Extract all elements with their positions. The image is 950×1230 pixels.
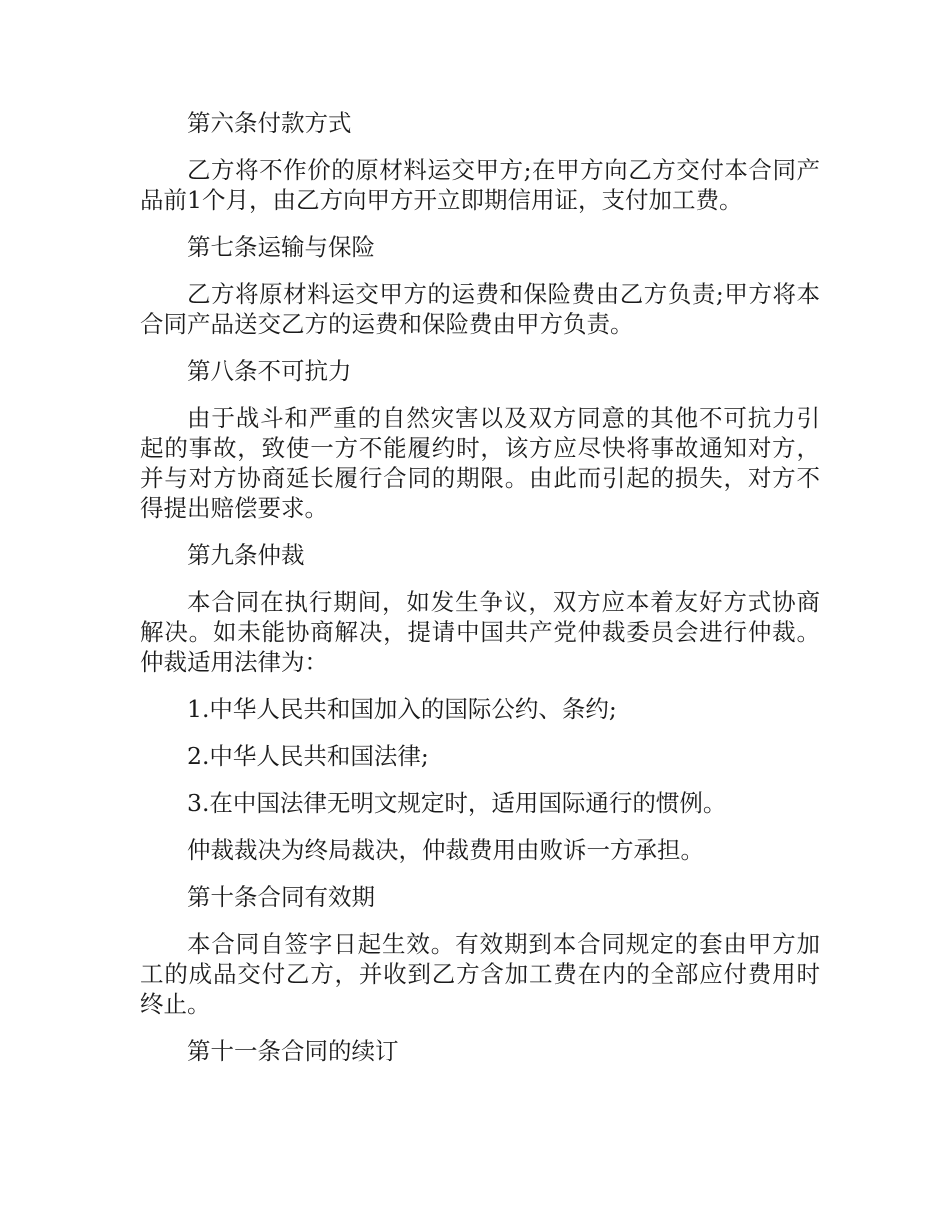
article-7-title: 第七条运输与保险 [187, 233, 375, 261]
article-11-title: 第十一条合同的续订 [187, 1037, 399, 1065]
article-7-body: 乙方将原材料运交甲方的运费和保险费由乙方负责;甲方将本合同产品送交乙方的运费和保险费由甲方负责。 [140, 280, 820, 338]
article-9-item-3: 3.在中国法律无明文规定时，适用国际通行的惯例。 [187, 789, 727, 817]
article-10-title: 第十条合同有效期 [187, 883, 375, 911]
article-8-body: 由于战斗和严重的自然灾害以及双方同意的其他不可抗力引起的事故，致使一方不能履约时，该方应尽快将事故通知对方，并与对方协商延长履行合同的期限。由此而引起的损失，对方不得提出赔偿要求。 [140, 404, 820, 522]
document-page [140, 108, 820, 1083]
article-9-body: 本合同在执行期间，如发生争议，双方应本着友好方式协商解决。如未能协商解决，提请中国共产党仲裁委员会进行仲裁。仲裁适用法律为： [140, 588, 820, 676]
article-9-item-2: 2.中华人民共和国法律; [187, 742, 429, 770]
article-9-title: 第九条仲裁 [187, 541, 305, 569]
article-6-body: 乙方将不作价的原材料运交甲方;在甲方向乙方交付本合同产品前1个月，由乙方向甲方开立即期信用证，支付加工费。 [140, 156, 820, 214]
article-10-body: 本合同自签字日起生效。有效期到本合同规定的套由甲方加工的成品交付乙方，并收到乙方含加工费在内的全部应付费用时终止。 [140, 930, 820, 1018]
article-9-final: 仲裁裁决为终局裁决，仲裁费用由败诉一方承担。 [187, 836, 704, 864]
article-6-title: 第六条付款方式 [187, 109, 352, 137]
article-8-title: 第八条不可抗力 [187, 357, 352, 385]
article-9-item-1: 1.中华人民共和国加入的国际公约、条约; [187, 695, 617, 723]
